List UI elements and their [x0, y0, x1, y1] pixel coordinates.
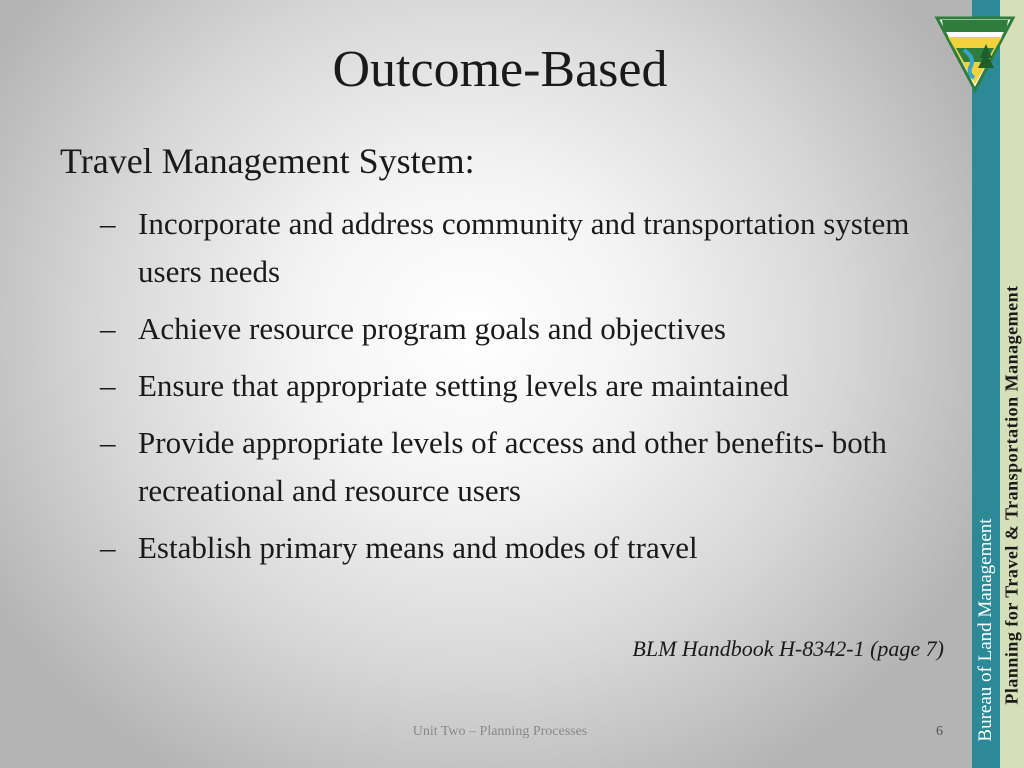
bullet-item	[100, 524, 960, 572]
bullet-text: Achieve resource program goals and objectives	[138, 311, 726, 346]
page-number: 6	[936, 724, 943, 739]
bullet-list	[100, 200, 960, 581]
slide-title: Outcome-Based	[332, 41, 668, 98]
bullet-item	[100, 305, 960, 353]
blm-shield-logo-icon	[934, 12, 1016, 94]
bullet-text: Incorporate and address community and transportation system users needs	[138, 206, 910, 289]
bullet-item	[100, 200, 960, 296]
citation: BLM Handbook H-8342-1 (page 7)	[632, 636, 944, 661]
dash-bullet: –	[100, 425, 116, 460]
bullet-text: Provide appropriate levels of access and other benefits- both recreational and resource users	[138, 425, 887, 508]
bullet-text: Ensure that appropriate setting levels are maintained	[138, 368, 789, 403]
dash-bullet: –	[100, 368, 116, 403]
dash-bullet: –	[100, 206, 116, 241]
section-heading: Travel Management System:	[60, 141, 475, 181]
footer-text: Unit Two – Planning Processes	[412, 724, 588, 739]
dash-bullet: –	[100, 311, 116, 346]
course-title: Planning for Travel & Transportation Management	[1001, 285, 1022, 705]
bullet-text: Establish primary means and modes of travel	[138, 530, 698, 565]
agency-name: Bureau of Land Management	[975, 518, 996, 742]
bullet-item	[100, 362, 960, 410]
bullet-item	[100, 419, 960, 515]
dash-bullet: –	[100, 530, 116, 565]
